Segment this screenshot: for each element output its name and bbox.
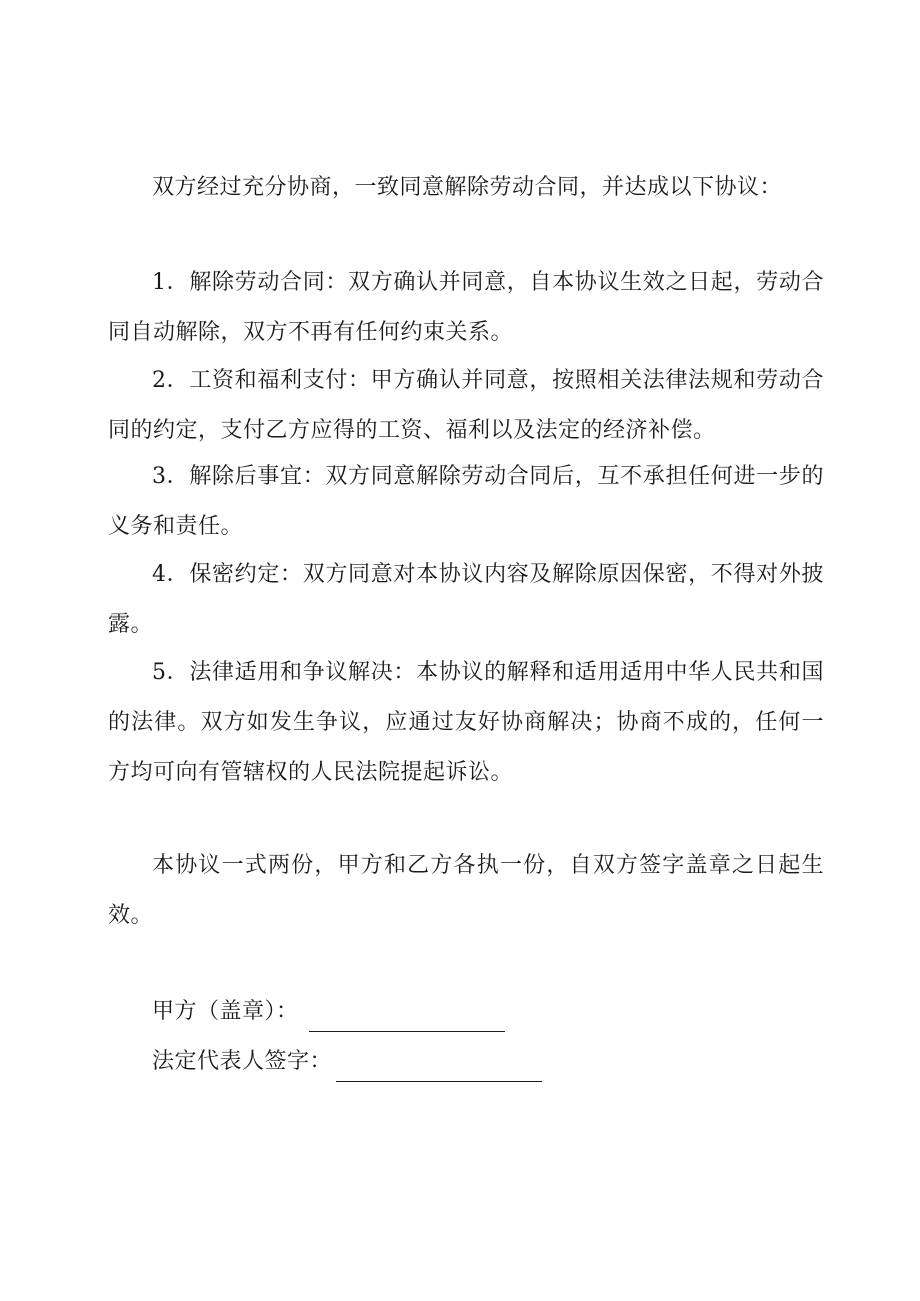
clause-1: 1．解除劳动合同：双方确认并同意，自本协议生效之日起，劳动合同自动解除，双方不再有任何约束关系。	[108, 270, 824, 345]
representative-label: 法定代表人签字：	[152, 1049, 333, 1074]
clause-4: 4．保密约定：双方同意对本协议内容及解除原因保密，不得对外披露。	[108, 562, 824, 637]
party-a-seal-field[interactable]	[309, 1005, 505, 1032]
clause-2: 2．工资和福利支付：甲方确认并同意，按照相关法律法规和劳动合同的约定，支付乙方应得的工资、福利以及法定的经济补偿。	[108, 368, 824, 443]
clause-3: 3．解除后事宜：双方同意解除劳动合同后，互不承担任何进一步的义务和责任。	[108, 464, 824, 539]
representative-signature-field[interactable]	[336, 1055, 542, 1082]
clause-5: 5．法律适用和争议解决：本协议的解释和适用适用中华人民共和国的法律。双方如发生争议，应通过友好协商解决；协商不成的，任何一方均可向有管辖权的人民法院提起诉讼。	[108, 660, 824, 785]
party-a-signature-line	[152, 992, 505, 1032]
intro-paragraph: 双方经过充分协商，一致同意解除劳动合同，并达成以下协议：	[152, 175, 783, 200]
party-a-label: 甲方（盖章）：	[152, 999, 299, 1024]
representative-signature-line	[152, 1042, 542, 1082]
closing-paragraph: 本协议一式两份，甲方和乙方各执一份，自双方签字盖章之日起生效。	[108, 853, 824, 928]
